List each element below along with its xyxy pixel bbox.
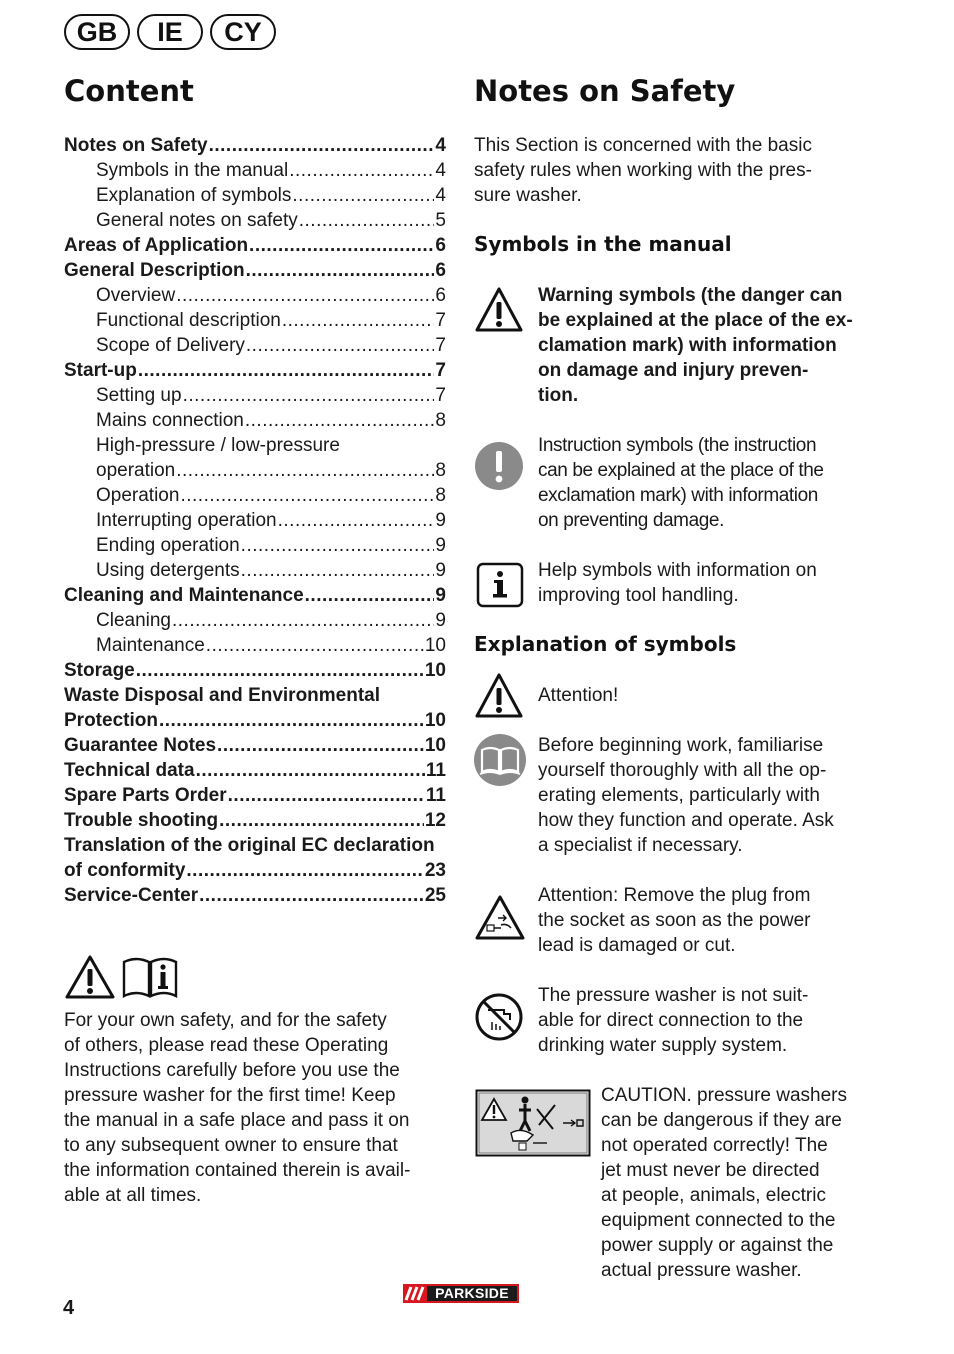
toc-dot-leader xyxy=(241,558,435,583)
toc-entry-label: Protection xyxy=(64,710,158,731)
toc-entry-label: Overview xyxy=(96,285,176,306)
toc-dot-leader xyxy=(209,133,435,158)
toc-dot-leader xyxy=(199,883,424,908)
toc-entry-page: 9 xyxy=(435,560,446,581)
attention-text: Attention! xyxy=(538,685,619,706)
toc-entry-label: of conformity xyxy=(64,860,186,881)
toc-entry-page: 6 xyxy=(435,260,446,281)
toc-entry-label: Symbols in the manual xyxy=(96,160,289,181)
toc-entry-page: 9 xyxy=(435,535,446,556)
instruction-symbols-text: Instruction symbols (the instruction can be explained at the place of the exclamation mark) with information on preventing damage. xyxy=(538,435,824,531)
toc-entry-page: 9 xyxy=(435,510,446,531)
toc-entry-label: High-pressure / low-pressure xyxy=(96,435,340,456)
read-instructions-notice: For your own safety, and for the safety of others, please read these Operating Instructions carefully before you use the pressure washer for the first time! Keep the manual in a safe place and pass it on to any subsequent owner to ensure that the information contained therein is avail- able at all times. xyxy=(64,1010,411,1206)
toc-dot-leader xyxy=(138,358,435,383)
toc-dot-leader xyxy=(206,633,424,658)
help-info-icon xyxy=(476,562,524,613)
toc-entry-page: 8 xyxy=(435,460,446,481)
toc-entry-label: General Description xyxy=(64,260,245,281)
lang-tag-ie: IE xyxy=(137,14,203,50)
toc-entry-page: 4 xyxy=(435,160,446,181)
instruction-exclamation-icon xyxy=(475,442,523,495)
toc-entry-page: 10 xyxy=(424,735,446,756)
read-manual-book-icon xyxy=(474,734,526,791)
warning-triangle-icon xyxy=(474,286,524,339)
toc-entry[interactable] xyxy=(64,508,446,533)
table-of-contents xyxy=(64,133,446,908)
toc-entry-label: Mains connection xyxy=(96,410,244,431)
open-book-info-icon xyxy=(120,954,180,1005)
warning-triangle-icon xyxy=(64,954,116,1005)
toc-entry-page: 6 xyxy=(435,285,446,306)
toc-entry[interactable] xyxy=(64,383,446,408)
toc-entry-page: 10 xyxy=(424,635,446,656)
toc-entry-label: Maintenance xyxy=(96,635,205,656)
toc-dot-leader xyxy=(245,408,435,433)
toc-dot-leader xyxy=(219,808,424,833)
toc-entry-page: 7 xyxy=(435,335,446,356)
toc-dot-leader xyxy=(249,233,434,258)
toc-entry-page: 9 xyxy=(435,585,446,606)
toc-dot-leader xyxy=(282,308,435,333)
toc-entry-page: 8 xyxy=(435,410,446,431)
toc-entry-label: Using detergents xyxy=(96,560,240,581)
toc-dot-leader xyxy=(136,658,424,683)
toc-entry[interactable] xyxy=(64,458,446,483)
toc-entry-page: 6 xyxy=(435,235,446,256)
no-drinking-water-text: The pressure washer is not suit- able for direct connection to the drinking water supply system. xyxy=(538,985,809,1056)
toc-entry[interactable] xyxy=(64,808,446,833)
toc-entry-page: 7 xyxy=(435,310,446,331)
toc-entry-page: 7 xyxy=(435,360,446,381)
toc-entry[interactable] xyxy=(64,708,446,733)
toc-entry[interactable] xyxy=(64,533,446,558)
toc-entry[interactable] xyxy=(64,433,446,458)
toc-entry[interactable] xyxy=(64,633,446,658)
toc-dot-leader xyxy=(292,183,434,208)
toc-entry-label: Ending operation xyxy=(96,535,240,556)
toc-dot-leader xyxy=(305,583,435,608)
warning-symbols-text: Warning symbols (the danger can be explained at the place of the ex- clamation mark) with information on damage and injury preven- tion. xyxy=(538,285,853,406)
toc-dot-leader xyxy=(246,258,435,283)
toc-dot-leader xyxy=(289,158,434,183)
toc-entry[interactable] xyxy=(64,758,446,783)
no-drinking-water-icon xyxy=(474,992,524,1047)
toc-entry-label: Interrupting operation xyxy=(96,510,277,531)
toc-entry-page: 11 xyxy=(425,760,446,781)
toc-entry-page: 5 xyxy=(435,210,446,231)
toc-entry-label: Scope of Delivery xyxy=(96,335,245,356)
toc-entry-label: Translation of the original EC declaration xyxy=(64,835,435,856)
toc-entry-label: Storage xyxy=(64,660,135,681)
toc-entry-label: Service-Center xyxy=(64,885,199,906)
toc-dot-leader xyxy=(186,858,423,883)
toc-entry-label: Notes on Safety xyxy=(64,135,208,156)
page-number: 4 xyxy=(63,1297,75,1319)
brand-name: PARKSIDE xyxy=(427,1286,517,1301)
toc-entry-label: Areas of Application xyxy=(64,235,249,256)
toc-dot-leader xyxy=(246,333,435,358)
toc-dot-leader xyxy=(228,783,425,808)
toc-entry-label: operation xyxy=(96,460,176,481)
toc-entry[interactable] xyxy=(64,283,446,308)
toc-entry-label: Cleaning xyxy=(96,610,171,631)
toc-entry[interactable] xyxy=(64,608,446,633)
read-manual-text: Before beginning work, familiarise yourself thoroughly with all the op- erating elements, particularly with how they function and operate. Ask a specialist if necessary. xyxy=(538,735,834,856)
content-title: Content xyxy=(64,74,194,108)
toc-entry-label: Setting up xyxy=(96,385,182,406)
toc-entry[interactable] xyxy=(64,408,446,433)
toc-dot-leader xyxy=(217,733,424,758)
symbols-heading: Symbols in the manual xyxy=(474,232,732,256)
lang-tag-gb: GB xyxy=(64,14,130,50)
toc-dot-leader xyxy=(172,608,434,633)
toc-entry-page: 7 xyxy=(435,385,446,406)
toc-entry[interactable] xyxy=(64,733,446,758)
toc-entry[interactable] xyxy=(64,208,446,233)
toc-dot-leader xyxy=(278,508,435,533)
remove-plug-text: Attention: Remove the plug from the socket as soon as the power lead is damaged or cut. xyxy=(538,885,811,956)
toc-entry[interactable] xyxy=(64,258,446,283)
toc-entry-label: Start-up xyxy=(64,360,137,381)
toc-entry[interactable] xyxy=(64,183,446,208)
attention-triangle-icon xyxy=(474,672,524,725)
toc-entry[interactable] xyxy=(64,133,446,158)
toc-entry-page: 10 xyxy=(424,710,446,731)
toc-dot-leader xyxy=(180,483,434,508)
toc-entry[interactable] xyxy=(64,658,446,683)
intro-paragraph: This Section is concerned with the basic safety rules when working with the pres- sure washer. xyxy=(474,135,812,206)
pressure-washer-danger-icon xyxy=(475,1089,591,1162)
toc-entry[interactable] xyxy=(64,483,446,508)
toc-entry-label: Guarantee Notes xyxy=(64,735,217,756)
toc-entry[interactable] xyxy=(64,158,446,183)
toc-entry-page: 25 xyxy=(424,885,446,906)
toc-entry[interactable] xyxy=(64,333,446,358)
toc-entry-label: General notes on safety xyxy=(96,210,298,231)
parkside-logo xyxy=(403,1284,519,1303)
lang-tag-cy: CY xyxy=(210,14,276,50)
toc-entry[interactable] xyxy=(64,883,446,908)
toc-dot-leader xyxy=(196,758,425,783)
toc-entry[interactable] xyxy=(64,233,446,258)
toc-entry-label: Technical data xyxy=(64,760,195,781)
toc-entry-label: Explanation of symbols xyxy=(96,185,292,206)
toc-dot-leader xyxy=(176,283,434,308)
toc-dot-leader xyxy=(241,533,435,558)
toc-entry-label: Cleaning and Maintenance xyxy=(64,585,304,606)
toc-dot-leader xyxy=(176,458,434,483)
toc-entry-page: 10 xyxy=(424,660,446,681)
explanation-heading: Explanation of symbols xyxy=(474,632,737,656)
toc-entry-label: Spare Parts Order xyxy=(64,785,227,806)
toc-entry[interactable] xyxy=(64,833,446,858)
toc-entry-label: Functional description xyxy=(96,310,281,331)
toc-dot-leader xyxy=(159,708,424,733)
logo-stripes-icon xyxy=(403,1284,427,1303)
toc-entry-page: 4 xyxy=(435,185,446,206)
toc-entry-page: 11 xyxy=(425,785,446,806)
toc-dot-leader xyxy=(183,383,435,408)
caution-text: CAUTION. pressure washers can be dangerous if they are not operated correctly! The jet must never be directed at people, animals, electric equipment connected to the power supply or against the actual pressure washer. xyxy=(601,1085,848,1281)
toc-entry-label: Waste Disposal and Environmental xyxy=(64,685,381,706)
toc-entry-page: 8 xyxy=(435,485,446,506)
toc-entry-page: 9 xyxy=(435,610,446,631)
toc-entry-page: 12 xyxy=(424,810,446,831)
toc-entry-label: Trouble shooting xyxy=(64,810,219,831)
toc-entry[interactable] xyxy=(64,858,446,883)
toc-entry[interactable] xyxy=(64,308,446,333)
remove-plug-warning-icon xyxy=(474,894,526,947)
toc-entry[interactable] xyxy=(64,358,446,383)
toc-entry-label: Operation xyxy=(96,485,180,506)
toc-entry[interactable] xyxy=(64,783,446,808)
toc-dot-leader xyxy=(299,208,435,233)
notes-on-safety-title: Notes on Safety xyxy=(474,74,736,108)
help-symbols-text: Help symbols with information on improving tool handling. xyxy=(538,560,817,606)
toc-entry[interactable] xyxy=(64,558,446,583)
toc-entry[interactable] xyxy=(64,583,446,608)
toc-entry-page: 4 xyxy=(435,135,446,156)
toc-entry[interactable] xyxy=(64,683,446,708)
toc-entry-page: 23 xyxy=(424,860,446,881)
